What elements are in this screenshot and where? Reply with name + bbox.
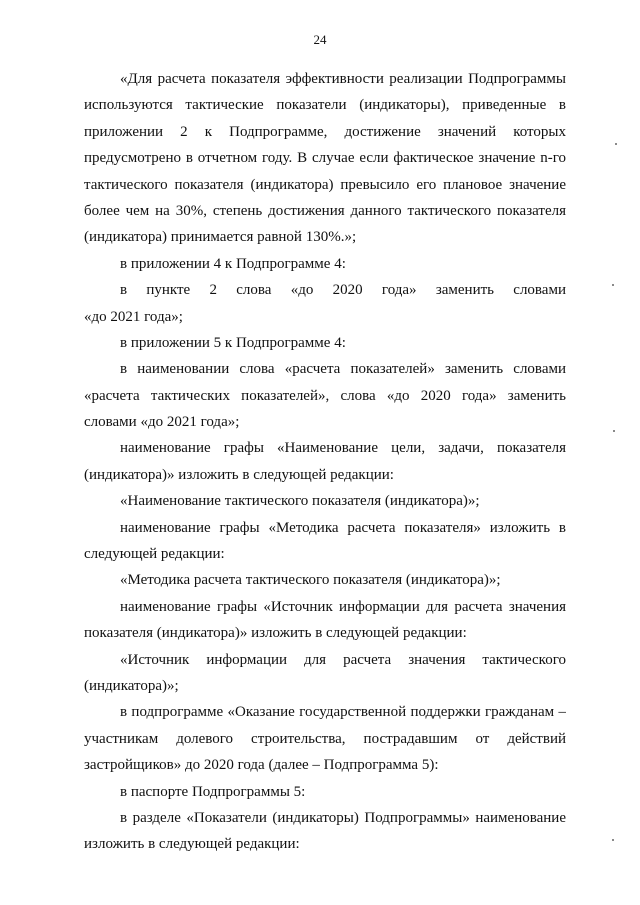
text-line: в паспорте Подпрограммы 5: bbox=[120, 783, 306, 800]
text-line: «Источник информации для расчета значения тактического bbox=[120, 651, 566, 668]
text-line: в разделе «Показатели (индикаторы) Подпрограммы» наименование bbox=[120, 809, 566, 826]
text-line: в приложении 4 к Подпрограмме 4: bbox=[120, 255, 346, 272]
text-line: (индикатора)»; bbox=[84, 677, 179, 694]
text-line: следующей редакции: bbox=[84, 546, 225, 563]
text-line: приложении 2 к Подпрограмме, достижение значений которых bbox=[84, 123, 566, 140]
text-line: изложить в следующей редакции: bbox=[84, 836, 300, 853]
text-line: «Методика расчета тактического показателя (индикатора)»; bbox=[120, 572, 501, 589]
text-line: наименование графы «Источник информации для расчета значения bbox=[120, 598, 566, 615]
text-line: более чем на 30%, степень достижения данного тактического показателя bbox=[84, 202, 566, 219]
text-line: в наименовании слова «расчета показателей» заменить словами bbox=[120, 361, 566, 378]
text-line: используются тактические показатели (индикаторы), приведенные в bbox=[84, 97, 566, 114]
text-line: наименование графы «Методика расчета показателя» изложить в bbox=[120, 519, 566, 536]
text-line: «Для расчета показателя эффективности реализации Подпрограммы bbox=[120, 71, 566, 87]
text-line: «до 2021 года»; bbox=[84, 308, 183, 325]
text-line: словами «до 2021 года»; bbox=[84, 414, 240, 431]
text-line: в подпрограмме «Оказание государственной поддержки гражданам – bbox=[120, 704, 566, 721]
text-line: (индикатора)» изложить в следующей редакции: bbox=[84, 466, 394, 483]
text-line: показателя (индикатора)» изложить в следующей редакции: bbox=[84, 625, 467, 642]
scan-speck bbox=[612, 839, 614, 841]
text-line: «Наименование тактического показателя (индикатора)»; bbox=[120, 493, 480, 510]
text-line: тактического показателя (индикатора) превысило его плановое значение bbox=[84, 176, 566, 193]
text-line: участникам долевого строительства, пострадавшим от действий bbox=[84, 730, 566, 747]
text-line: (индикатора) принимается равной 130%.»; bbox=[84, 229, 357, 246]
body-text bbox=[84, 66, 566, 858]
page-number: 24 bbox=[313, 32, 327, 47]
text-line: наименование графы «Наименование цели, задачи, показателя bbox=[120, 440, 566, 457]
scan-speck bbox=[612, 284, 614, 286]
scan-speck bbox=[613, 430, 615, 432]
scan-speck bbox=[615, 143, 617, 145]
text-line: в пункте 2 слова «до 2020 года» заменить словами bbox=[120, 282, 566, 299]
text-line: «расчета тактических показателей», слова «до 2020 года» заменить bbox=[84, 387, 566, 404]
text-line: застройщиков» до 2020 года (далее – Подпрограмма 5): bbox=[84, 757, 439, 774]
text-line: в приложении 5 к Подпрограмме 4: bbox=[120, 334, 346, 351]
text-line: предусмотрено в отчетном году. В случае если фактическое значение n-го bbox=[84, 150, 566, 167]
